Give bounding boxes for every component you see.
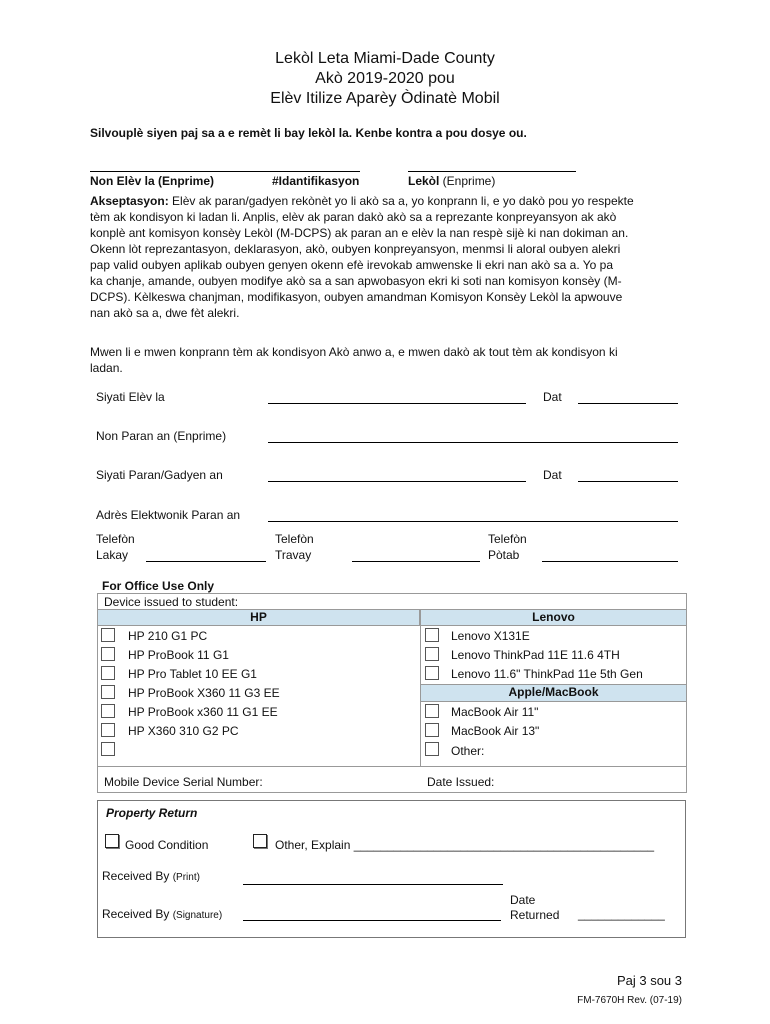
parent-signature-line[interactable] [268,481,526,482]
parent-name-line[interactable] [268,442,678,443]
hp-item-3-checkbox[interactable] [101,685,115,699]
date-issued-label: Date Issued: [427,775,495,789]
hp-blank-checkbox[interactable] [101,742,115,756]
office-use-title: For Office Use Only [102,579,215,593]
school-label-rest: (Enprime) [439,174,496,188]
signature-note: (Signature) [172,910,223,921]
work-phone-line[interactable] [352,561,480,562]
apple-item-1-checkbox[interactable] [425,723,439,737]
parent-date-label: Dat [543,468,562,482]
agreement-line-1: ladan. [90,361,123,375]
hp-item-5: HP X360 310 G2 PC [128,724,239,738]
parent-signature-label: Siyati Paran/Gadyen an [96,468,223,482]
hp-item-1: HP ProBook 11 G1 [128,648,229,662]
acceptance-line-3: Okenn lòt reprezantasyon, deklarasyon, akò, oubyen konpreyansyon, menmsi li aloral oubyen alekri [90,242,621,256]
date-returned-label [510,893,559,923]
hp-item-5-checkbox[interactable] [101,723,115,737]
good-condition-label: Good Condition [125,838,209,852]
instruction: Silvouplè siyen paj sa a e remèt li bay lekòl la. Kenbe kontra a pou dosye ou. [90,126,527,140]
school-label [408,173,495,189]
hp-item-1-checkbox[interactable] [101,647,115,661]
date-returned-label-1: Date [510,893,536,907]
home-phone-label [96,531,135,563]
lenovo-item-0-checkbox[interactable] [425,628,439,642]
property-return-title: Property Return [106,806,198,820]
bottom-row-divider [97,766,687,767]
apple-item-0: MacBook Air 11" [451,705,539,719]
student-date-label: Dat [543,390,562,404]
hp-item-3: HP ProBook X360 11 G3 EE [128,686,280,700]
agreement-line-0: Mwen li e mwen konprann tèm ak kondisyon Akò anwo a, e mwen dakò ak tout tèm ak kondisyon ki [90,345,618,359]
apple-item-2-checkbox[interactable] [425,742,439,756]
serial-number-label: Mobile Device Serial Number: [104,775,263,789]
acceptance-line-1: tèm ak kondisyon ki ladan li. Anplis, elèv ak paran dakò akò sa a reprezante konpreyansyon ak akò [90,210,617,224]
lenovo-item-1: Lenovo ThinkPad 11E 11.6 4TH [451,648,620,662]
home-phone-label-2: Lakay [96,548,129,562]
email-label: Adrès Elektwonik Paran an [96,508,241,522]
good-condition-checkbox[interactable] [105,834,119,848]
title-line-1: Lekòl Leta Miami-Dade County [275,50,495,67]
hp-item-4: HP ProBook x360 11 G1 EE [128,705,278,719]
other-checkbox[interactable] [253,834,267,848]
apple-item-1: MacBook Air 13" [451,724,540,738]
id-label: #Idantifikasyon [272,174,360,188]
student-signature-line[interactable] [268,403,526,404]
email-line[interactable] [268,521,678,522]
date-returned-line[interactable]: _____________ [578,907,665,921]
title-line-3: Elèv Itilize Aparèy Òdinatè Mobil [270,90,500,107]
acceptance-heading: Akseptasyon: [90,194,169,208]
lenovo-item-2: Lenovo 11.6" ThinkPad 11e 5th Gen [451,667,643,681]
student-date-line[interactable] [578,403,678,404]
mobile-phone-label-1: Telefòn [488,532,527,546]
acceptance-line-2: konplè ant komisyon konsèy Lekòl (M-DCPS) ak paran an e elèv la nan respè sijè ki nan dokiman an. [90,226,629,240]
mobile-phone-label [488,531,527,563]
student-signature-label: Siyati Elèv la [96,390,165,404]
work-phone-label-2: Travay [275,548,312,562]
acceptance-line-0: Elèv ak paran/gadyen rekònèt yo li akò sa a, yo konprann li, e yo dakò pou yo respekte [168,194,634,208]
hp-header: HP [97,609,420,626]
date-returned-label-2: Returned [510,908,560,922]
hp-item-2: HP Pro Tablet 10 EE G1 [128,667,257,681]
apple-item-0-checkbox[interactable] [425,704,439,718]
school-line[interactable] [408,171,576,172]
other-explain-line[interactable]: _____________________________________________ [353,838,655,852]
hp-item-4-checkbox[interactable] [101,704,115,718]
apple-item-2: Other: [451,744,485,758]
received-by-signature-line[interactable] [243,920,501,921]
title-line-2: Akò 2019-2020 pou [315,70,455,87]
home-phone-line[interactable] [146,561,266,562]
student-name-label: Non Elèv la (Enprime) [90,174,215,188]
work-phone-label-1: Telefòn [275,532,314,546]
apple-header: Apple/MacBook [420,684,687,702]
hp-item-0-checkbox[interactable] [101,628,115,642]
other-explain-text: Other, Explain [275,838,351,852]
acceptance-line-7: nan akò sa a, dwe fèt alekri. [90,306,240,320]
work-phone-label [275,531,314,563]
other-explain-label [275,838,654,852]
print-note: (Print) [172,872,200,883]
lenovo-item-1-checkbox[interactable] [425,647,439,661]
page-number: Paj 3 sou 3 [616,973,682,988]
mobile-phone-line[interactable] [542,561,678,562]
acceptance-line-5: ka chanje, amande, oubyen modifye akò sa a san apwobasyon ekri ki soti nan komisyon konsèy (M- [90,274,622,288]
student-name-line[interactable] [90,171,360,172]
acceptance-line-4: pap valid oubyen aplikab oubyen genyen okenn efè irevokab amwenske li ekri nan akò sa a. Yo pa [90,258,614,272]
received-by-signature-text: Received By [102,907,173,921]
school-label-bold: Lekòl [408,174,440,188]
parent-date-line[interactable] [578,481,678,482]
form-number: FM-7670H Rev. (07-19) [577,995,682,1006]
received-by-print-line[interactable] [243,884,503,885]
lenovo-header: Lenovo [420,609,687,626]
agreement-paragraph [90,344,690,376]
lenovo-item-0: Lenovo X131E [451,629,530,643]
acceptance-paragraph [90,193,690,321]
hp-item-2-checkbox[interactable] [101,666,115,680]
acceptance-line-6: DCPS). Kèlkeswa chanjman, modifikasyon, oubyen amandman Komisyon Konsèy Lekòl la apwouve [90,290,623,304]
received-by-print-label [102,869,200,883]
received-by-signature-label [102,907,222,921]
device-issued-label: Device issued to student: [104,595,239,609]
hp-item-0: HP 210 G1 PC [128,629,208,643]
home-phone-label-1: Telefòn [96,532,135,546]
parent-name-label: Non Paran an (Enprime) [96,429,227,443]
lenovo-item-2-checkbox[interactable] [425,666,439,680]
mobile-phone-label-2: Pòtab [488,548,520,562]
received-by-print-text: Received By [102,869,173,883]
